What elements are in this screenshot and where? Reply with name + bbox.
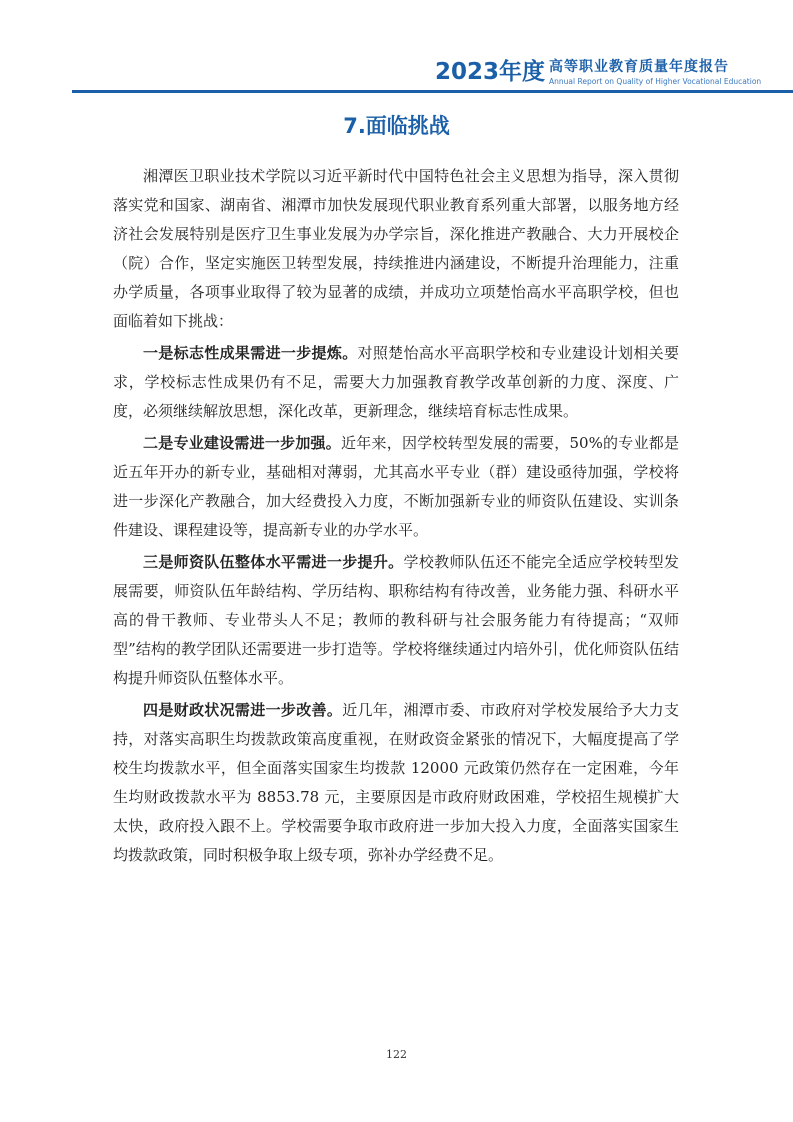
paragraph-lead: 三是师资队伍整体水平需进一步提升。 [143,553,404,571]
paragraph-challenge-4 [113,696,679,870]
paragraph-text: 学校教师队伍还不能完全适应学校转型发展需要，师资队伍年龄结构、学历结构、职称结构有待改善，业务能力强、科研水平高的骨干教师、专业带头人不足；教师的教科研与社会服务能力有待提高；“双师型”结构的教学团队还需要进一步打造等。学校将继续通过内培外引，优化师资队伍结构提升师资队伍整体水平。 [113,553,679,687]
header-divider [72,90,793,93]
header-subtitle: Annual Report on Quality of Higher Vocational Education [549,77,762,86]
paragraph-text: 湘潭医卫职业技术学院以习近平新时代中国特色社会主义思想为指导，深入贯彻落实党和国家、湖南省、湘潭市加快发展现代职业教育系列重大部署，以服务地方经济社会发展特别是医疗卫生事业发展为办学宗旨，深化推进产教融合、大力开展校企（院）合作，坚定实施医卫转型发展，持续推进内涵建设，不断提升治理能力，注重办学质量，各项事业取得了较为显著的成绩，并成功立项楚怡高水平高职学校，但也面临着如下挑战： [113,167,679,330]
paragraph-lead: 二是专业建设需进一步加强。 [143,434,342,452]
paragraph-text: 近几年，湘潭市委、市政府对学校发展给予大力支持，对落实高职生均拨款政策高度重视，在财政资金紧张的情况下，大幅度提高了学校生均拨款水平，但全面落实国家生均拨款 12000 元政策仍然存在一定困难，今年生均财政拨款水平为 8853.78 元，主要原因是市政府财政困难，学校招生规模扩大太快，政府投入跟不上。学校需要争取市政府进一步加大投入力度，全面落实国家生均拨款政策，同时积极争取上级专项，弥补办学经费不足。 [113,701,679,864]
header-title: 高等职业教育质量年度报告 [549,59,729,75]
section-title: 7.面临挑战 [343,114,450,138]
paragraph-lead: 一是标志性成果需进一步提炼。 [143,344,358,362]
paragraph-intro [113,162,679,336]
header-year: 2023年度 [434,59,545,85]
paragraph-challenge-2 [113,429,679,545]
report-header [0,0,793,95]
paragraph-lead: 四是财政状况需进一步改善。 [143,701,343,719]
paragraph-text: 对照楚怡高水平高职学校和专业建设计划相关要求，学校标志性成果仍有不足，需要大力加强教育教学改革创新的力度、深度、广度，必须继续解放思想，深化改革，更新理念，继续培育标志性成果。 [113,344,679,420]
paragraph-text: 近年来，因学校转型发展的需要，50%的专业都是近五年开办的新专业，基础相对薄弱，尤其高水平专业（群）建设亟待加强，学校将进一步深化产教融合，加大经费投入力度，不断加强新专业的师资队伍建设、实训条件建设、课程建设等，提高新专业的办学水平。 [113,434,679,539]
body-text [113,162,679,873]
paragraph-challenge-3 [113,548,679,693]
page-number: 122 [386,1048,407,1061]
paragraph-challenge-1 [113,339,679,426]
